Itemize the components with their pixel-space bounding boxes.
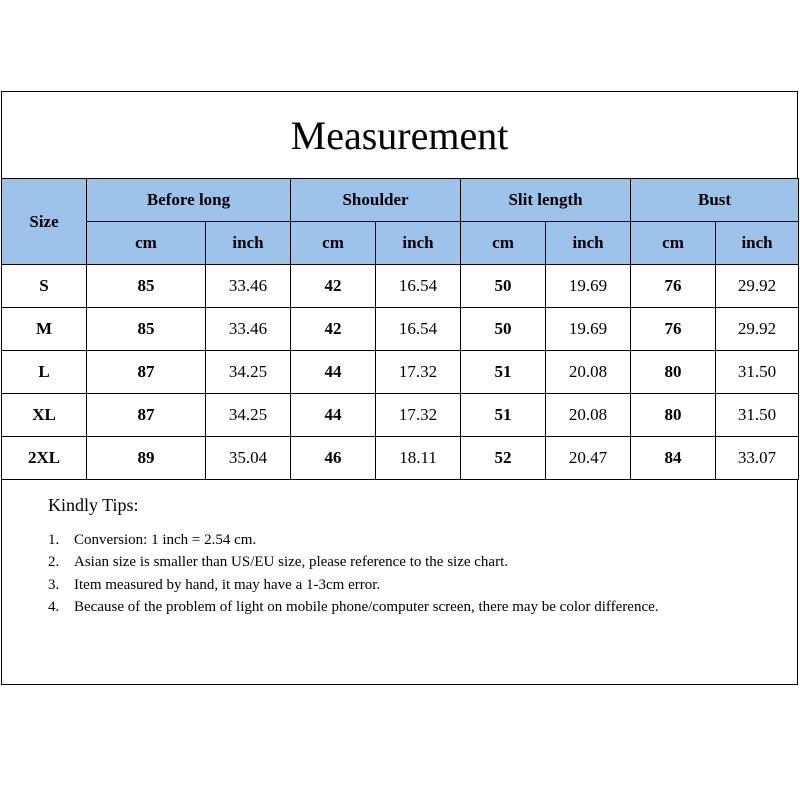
size-chart-table bbox=[1, 178, 799, 480]
table-row bbox=[2, 351, 799, 394]
cm-value-cell: 87 bbox=[87, 351, 206, 394]
group-header-bust: Bust bbox=[631, 179, 799, 222]
size-label-cell: 2XL bbox=[2, 437, 87, 480]
cm-value-cell: 44 bbox=[291, 351, 376, 394]
inch-value-cell: 16.54 bbox=[376, 265, 461, 308]
cm-value-cell: 50 bbox=[461, 308, 546, 351]
inch-value-cell: 33.46 bbox=[206, 265, 291, 308]
tips-title: Kindly Tips: bbox=[48, 495, 139, 515]
cm-value-cell: 51 bbox=[461, 394, 546, 437]
unit-header: inch bbox=[716, 222, 799, 265]
tip-number: 3. bbox=[48, 576, 60, 593]
measurement-card bbox=[1, 91, 798, 685]
inch-value-cell: 20.47 bbox=[546, 437, 631, 480]
unit-header: cm bbox=[291, 222, 376, 265]
tip-item bbox=[48, 574, 748, 597]
unit-header: cm bbox=[461, 222, 546, 265]
inch-value-cell: 19.69 bbox=[546, 308, 631, 351]
cm-value-cell: 46 bbox=[291, 437, 376, 480]
table-row bbox=[2, 265, 799, 308]
cm-value-cell: 76 bbox=[631, 308, 716, 351]
cm-value-cell: 87 bbox=[87, 394, 206, 437]
cm-value-cell: 80 bbox=[631, 394, 716, 437]
size-label-cell: M bbox=[2, 308, 87, 351]
inch-value-cell: 34.25 bbox=[206, 394, 291, 437]
unit-header: cm bbox=[631, 222, 716, 265]
tips-section bbox=[48, 494, 748, 619]
inch-value-cell: 18.11 bbox=[376, 437, 461, 480]
cm-value-cell: 89 bbox=[87, 437, 206, 480]
cm-value-cell: 51 bbox=[461, 351, 546, 394]
inch-value-cell: 31.50 bbox=[716, 394, 799, 437]
inch-value-cell: 20.08 bbox=[546, 351, 631, 394]
inch-value-cell: 33.46 bbox=[206, 308, 291, 351]
table-row bbox=[2, 308, 799, 351]
cm-value-cell: 52 bbox=[461, 437, 546, 480]
cm-value-cell: 42 bbox=[291, 265, 376, 308]
tip-item bbox=[48, 529, 748, 552]
cm-value-cell: 76 bbox=[631, 265, 716, 308]
unit-header: inch bbox=[546, 222, 631, 265]
table-header-row-units bbox=[2, 222, 799, 265]
cm-value-cell: 44 bbox=[291, 394, 376, 437]
tip-text: Because of the problem of light on mobile phone/computer screen, there may be color difference. bbox=[74, 599, 659, 615]
size-column-header: Size bbox=[2, 179, 87, 265]
inch-value-cell: 34.25 bbox=[206, 351, 291, 394]
inch-value-cell: 31.50 bbox=[716, 351, 799, 394]
tip-number: 2. bbox=[48, 554, 60, 570]
unit-header: inch bbox=[376, 222, 461, 265]
size-label-cell: L bbox=[2, 351, 87, 394]
inch-value-cell: 33.07 bbox=[716, 437, 799, 480]
tip-item bbox=[48, 551, 748, 574]
cm-value-cell: 50 bbox=[461, 265, 546, 308]
tip-item bbox=[48, 596, 748, 619]
inch-value-cell: 29.92 bbox=[716, 265, 799, 308]
inch-value-cell: 17.32 bbox=[376, 351, 461, 394]
size-label-cell: S bbox=[2, 265, 87, 308]
inch-value-cell: 17.32 bbox=[376, 394, 461, 437]
table-row bbox=[2, 437, 799, 480]
tip-text: Item measured by hand, it may have a 1-3cm error. bbox=[74, 576, 381, 593]
tip-number: 4. bbox=[48, 599, 60, 615]
cm-value-cell: 85 bbox=[87, 265, 206, 308]
inch-value-cell: 16.54 bbox=[376, 308, 461, 351]
page-title: Measurement bbox=[290, 112, 509, 158]
inch-value-cell: 20.08 bbox=[546, 394, 631, 437]
tip-text: Asian size is smaller than US/EU size, please reference to the size chart. bbox=[74, 554, 508, 570]
group-header-shoulder: Shoulder bbox=[291, 179, 461, 222]
table-header-row-groups bbox=[2, 179, 799, 222]
inch-value-cell: 19.69 bbox=[546, 265, 631, 308]
cm-value-cell: 80 bbox=[631, 351, 716, 394]
inch-value-cell: 29.92 bbox=[716, 308, 799, 351]
group-header-before-long: Before long bbox=[87, 179, 291, 222]
tip-text: Conversion: 1 inch = 2.54 cm. bbox=[74, 531, 257, 548]
unit-header: inch bbox=[206, 222, 291, 265]
table-row bbox=[2, 394, 799, 437]
cm-value-cell: 85 bbox=[87, 308, 206, 351]
inch-value-cell: 35.04 bbox=[206, 437, 291, 480]
cm-value-cell: 84 bbox=[631, 437, 716, 480]
group-header-slit-length: Slit length bbox=[461, 179, 631, 222]
tip-number: 1. bbox=[48, 531, 60, 548]
unit-header: cm bbox=[87, 222, 206, 265]
size-label-cell: XL bbox=[2, 394, 87, 437]
cm-value-cell: 42 bbox=[291, 308, 376, 351]
